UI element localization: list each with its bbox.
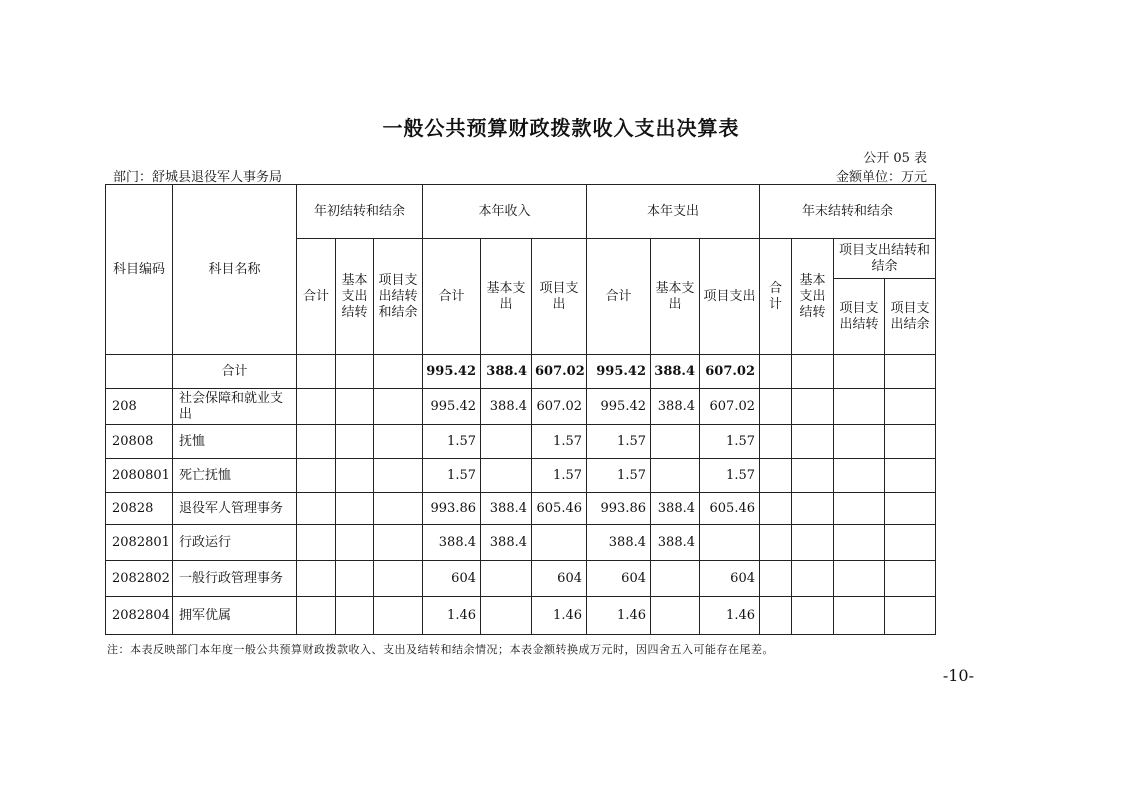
row-income-basic: 388.4 (481, 389, 532, 425)
table-row (106, 425, 936, 459)
table-row (106, 525, 936, 561)
row-code: 2082804 (106, 597, 173, 635)
header-begin-project: 项目支出结转和结余 (374, 239, 423, 355)
row-code: 2082801 (106, 525, 173, 561)
row-name: 抚恤 (173, 425, 297, 459)
row-expense-basic (651, 425, 700, 459)
row-income-project: 607.02 (532, 389, 587, 425)
table-row (106, 597, 936, 635)
form-number: 公开 05 表 (863, 151, 927, 166)
header-income-total: 合计 (423, 239, 481, 355)
row-income-total: 1.46 (423, 597, 481, 635)
header-code: 科目编码 (106, 185, 173, 355)
row-income-project: 605.46 (532, 493, 587, 525)
row-income-total: 995.42 (423, 389, 481, 425)
row-income-project: 604 (532, 561, 587, 597)
row-name: 行政运行 (173, 525, 297, 561)
header-end-project-carry: 项目支出结转 (834, 279, 885, 355)
total-label: 合计 (173, 355, 297, 389)
row-income-total: 604 (423, 561, 481, 597)
row-expense-total: 1.57 (587, 425, 651, 459)
row-expense-basic: 388.4 (651, 525, 700, 561)
row-expense-project: 1.57 (700, 425, 760, 459)
total-row (106, 355, 936, 389)
header-expense-basic: 基本支出 (651, 239, 700, 355)
header-end-project-group: 项目支出结转和结余 (834, 239, 936, 279)
table-row (106, 389, 936, 425)
row-expense-total: 1.46 (587, 597, 651, 635)
row-name: 退役军人管理事务 (173, 493, 297, 525)
total-income-project: 607.02 (532, 355, 587, 389)
header-expense-group: 本年支出 (587, 185, 760, 239)
row-expense-basic (651, 597, 700, 635)
header-end-total: 合计 (760, 239, 792, 355)
row-expense-project: 607.02 (700, 389, 760, 425)
header-end-project-surplus: 项目支出结余 (885, 279, 936, 355)
row-income-project (532, 525, 587, 561)
row-code: 2082802 (106, 561, 173, 597)
budget-table (105, 184, 936, 635)
total-expense-project: 607.02 (700, 355, 760, 389)
total-income-total: 995.42 (423, 355, 481, 389)
row-expense-project: 604 (700, 561, 760, 597)
row-expense-basic (651, 459, 700, 493)
row-name: 社会保障和就业支出 (173, 389, 297, 425)
row-expense-total: 604 (587, 561, 651, 597)
row-expense-basic: 388.4 (651, 389, 700, 425)
row-expense-total: 995.42 (587, 389, 651, 425)
page-title: 一般公共预算财政拨款收入支出决算表 (382, 116, 740, 140)
header-expense-project: 项目支出 (700, 239, 760, 355)
row-code: 20828 (106, 493, 173, 525)
unit-label: 金额单位：万元 (835, 170, 927, 185)
row-name: 一般行政管理事务 (173, 561, 297, 597)
row-expense-total: 993.86 (587, 493, 651, 525)
page-number: -10- (942, 666, 974, 685)
row-income-project: 1.57 (532, 425, 587, 459)
department-label: 部门：舒城县退役军人事务局 (113, 170, 283, 185)
table-row (106, 561, 936, 597)
total-income-basic: 388.4 (481, 355, 532, 389)
row-expense-project: 1.46 (700, 597, 760, 635)
header-income-project: 项目支出 (532, 239, 587, 355)
row-code: 2080801 (106, 459, 173, 493)
row-income-basic: 388.4 (481, 493, 532, 525)
header-begin-total: 合计 (297, 239, 336, 355)
row-expense-project (700, 525, 760, 561)
row-income-project: 1.57 (532, 459, 587, 493)
row-expense-total: 388.4 (587, 525, 651, 561)
row-code: 208 (106, 389, 173, 425)
header-row-1 (106, 185, 936, 239)
table-row (106, 493, 936, 525)
header-end-basic: 基本支出结转 (792, 239, 834, 355)
row-income-total: 993.86 (423, 493, 481, 525)
row-name: 死亡抚恤 (173, 459, 297, 493)
row-code: 20808 (106, 425, 173, 459)
header-expense-total: 合计 (587, 239, 651, 355)
header-income-group: 本年收入 (423, 185, 587, 239)
row-income-basic (481, 459, 532, 493)
table-row (106, 459, 936, 493)
row-income-total: 1.57 (423, 425, 481, 459)
header-name: 科目名称 (173, 185, 297, 355)
row-expense-project: 605.46 (700, 493, 760, 525)
row-expense-basic: 388.4 (651, 493, 700, 525)
row-income-total: 1.57 (423, 459, 481, 493)
row-income-total: 388.4 (423, 525, 481, 561)
row-income-basic (481, 561, 532, 597)
total-expense-total: 995.42 (587, 355, 651, 389)
row-income-basic: 388.4 (481, 525, 532, 561)
footnote: 注：本表反映部门本年度一般公共预算财政拨款收入、支出及结转和结余情况；本表金额转换成万元时，因四舍五入可能存在尾差。 (107, 643, 774, 656)
row-expense-project: 1.57 (700, 459, 760, 493)
header-income-basic: 基本支出 (481, 239, 532, 355)
row-name: 拥军优属 (173, 597, 297, 635)
row-income-basic (481, 597, 532, 635)
row-expense-total: 1.57 (587, 459, 651, 493)
header-end-group: 年末结转和结余 (760, 185, 936, 239)
header-begin-group: 年初结转和结余 (297, 185, 423, 239)
row-income-basic (481, 425, 532, 459)
row-expense-basic (651, 561, 700, 597)
row-income-project: 1.46 (532, 597, 587, 635)
total-expense-basic: 388.4 (651, 355, 700, 389)
header-begin-basic: 基本支出结转 (336, 239, 374, 355)
